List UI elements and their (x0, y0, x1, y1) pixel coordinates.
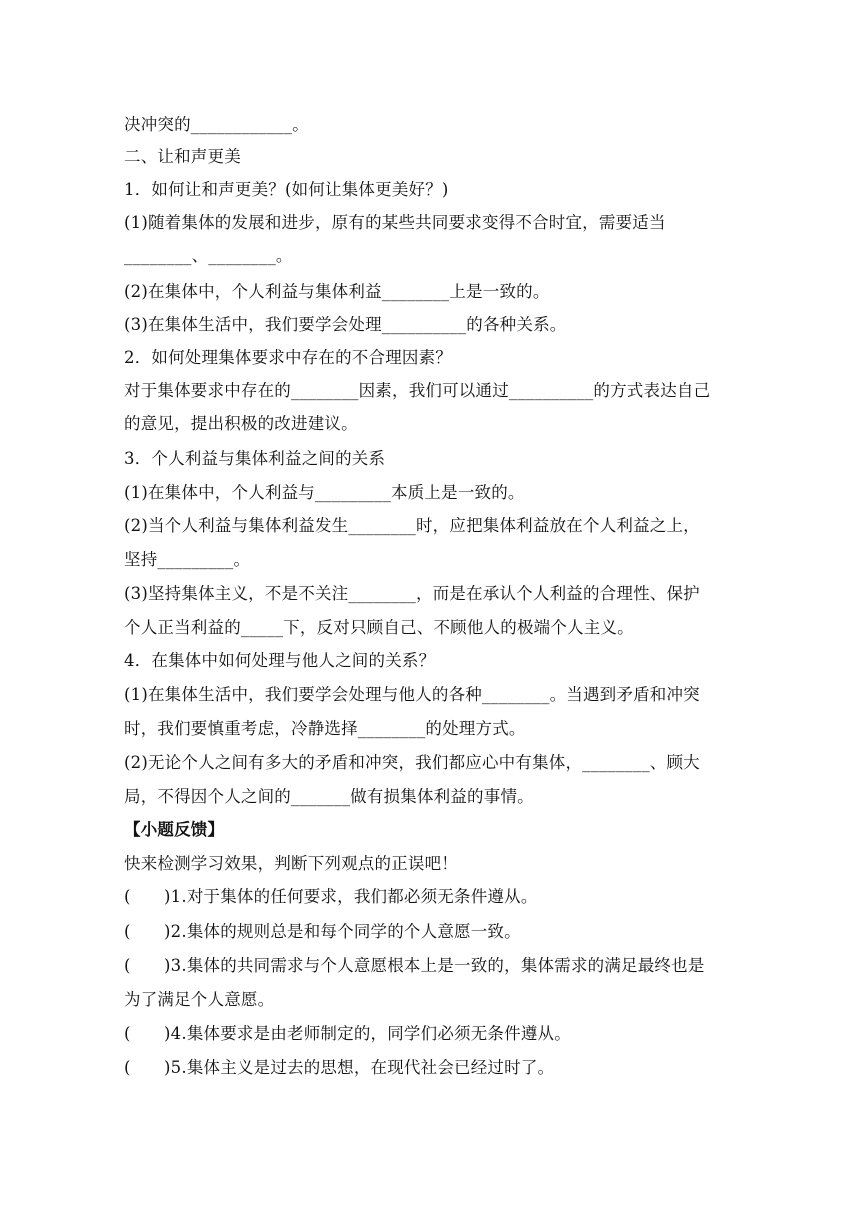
question-2-answer: 对于集体要求中存在的________因素，我们可以通过__________的方式表达自己 (124, 381, 711, 400)
question-1-item-2: (2)在集体中，个人利益与集体利益________上是一致的。 (124, 282, 550, 301)
question-3-item-3: (3)坚持集体主义，不是不关注________，而是在承认个人利益的合理性、保护 (124, 584, 700, 603)
judgment-item-1: ( )1.对于集体的任何要求，我们都必须无条件遵从。 (124, 887, 538, 906)
question-3-item-2-cont: 坚持_________。 (124, 550, 251, 569)
question-3-item-2: (2)当个人利益与集体利益发生________时，应把集体利益放在个人利益之上， (124, 516, 700, 535)
question-4-item-2-cont: 局，不得因个人之间的_______做有损集体利益的事情。 (124, 787, 534, 806)
question-2-answer-cont: 的意见，提出积极的改进建议。 (124, 414, 358, 433)
judgment-item-2: ( )2.集体的规则总是和每个同学的个人意愿一致。 (124, 922, 521, 941)
judgment-item-3: ( )3.集体的共同需求与个人意愿根本上是一致的，集体需求的满足最终也是 (124, 956, 705, 975)
question-4-item-1-cont: 时，我们要慎重考虑，冷静选择________的处理方式。 (124, 719, 526, 738)
question-3-heading: 3．个人利益与集体利益之间的关系 (124, 449, 386, 468)
question-4-item-1: (1)在集体生活中，我们要学会处理与他人的各种________。当遇到矛盾和冲突 (124, 685, 700, 704)
question-1-item-1-blanks: ________、________。 (124, 246, 293, 265)
feedback-heading: 【小题反馈】 (124, 820, 225, 839)
judgment-item-5: ( )5.集体主义是过去的思想，在现代社会已经过时了。 (124, 1058, 555, 1077)
question-4-heading: 4．在集体中如何处理与他人之间的关系？ (124, 651, 436, 670)
judgment-item-3-cont: 为了满足个人意愿。 (124, 990, 275, 1009)
question-3-item-3-cont: 个人正当利益的_____下，反对只顾自己、不顾他人的极端个人主义。 (124, 618, 634, 637)
question-1-item-1: (1)随着集体的发展和进步，原有的某些共同要求变得不合时宜，需要适当 (124, 213, 666, 232)
section-heading-harmony: 二、让和声更美 (124, 147, 241, 166)
text-line-continuation: 决冲突的____________。 (124, 115, 309, 134)
question-3-item-1: (1)在集体中，个人利益与_________本质上是一致的。 (124, 483, 525, 502)
feedback-intro: 快来检测学习效果，判断下列观点的正误吧！ (124, 854, 458, 873)
question-1-item-3: (3)在集体生活中，我们要学会处理__________的各种关系。 (124, 315, 567, 334)
question-1-heading: 1．如何让和声更美？(如何让集体更美好？) (124, 180, 449, 199)
judgment-item-4: ( )4.集体要求是由老师制定的，同学们必须无条件遵从。 (124, 1024, 571, 1043)
question-2-heading: 2．如何处理集体要求中存在的不合理因素？ (124, 348, 452, 367)
question-4-item-2: (2)无论个人之间有多大的矛盾和冲突，我们都应心中有集体，________、顾大 (124, 753, 700, 772)
